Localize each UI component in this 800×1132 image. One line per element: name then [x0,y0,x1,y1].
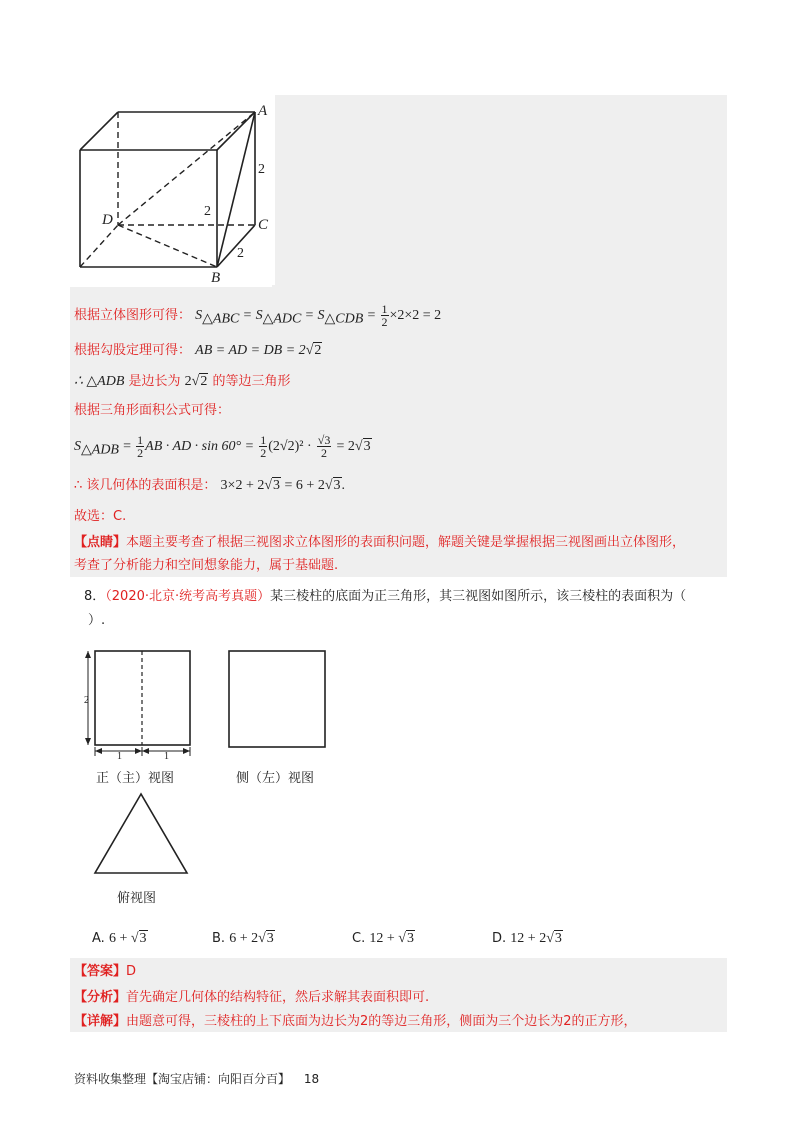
arrow-icon [142,748,149,754]
arrow-icon [183,748,190,754]
solution-line-6: ∴ 该几何体的表面积是： 3×2 + 2√3 = 6 + 2√3. [74,478,346,493]
choice-c[interactable]: C. 12 + √3 [352,931,414,946]
analysis-line: 【分析】首先确定几何体的结构特征，然后求解其表面积即可. [74,990,430,1005]
side-view-caption: 侧（左）视图 [236,771,315,786]
question-text-cont: ）. [88,613,106,628]
fraction: $\frac{1}{2}$ [137,433,144,460]
side-view [225,648,330,753]
comment-line-2: 考查了分析能力和空间想象能力，属于基础题. [74,558,339,573]
choice-a[interactable]: A. 6 + √3 [92,931,147,946]
arrow-icon [85,651,91,658]
dimension-label-width: 1 [117,751,122,760]
arrow-icon [85,738,91,745]
choice-d[interactable]: D. 12 + 2√3 [492,931,562,946]
solution-line-1: 根据立体图形可得： $S_{\triangle ABC} = S_{\triangle ADC} = S_{\triangle CDB}$ = $\frac{1}{2}$ ×2×2 = 2 [74,302,442,329]
cube-edge-length: 2 [204,204,211,219]
answer-line: 【答案】D [74,964,137,979]
cube-figure [70,95,275,285]
fraction: $\frac{1}{2}$ [260,433,267,460]
fraction: $\frac{√3}{2}$ [317,433,331,460]
footer-text: 资料收集整理【淘宝店铺：向阳百分百】 [74,1072,291,1086]
cube-label-a: A [258,103,268,119]
solution-line-2: 根据勾股定理可得： AB = AD = DB = 2√2 [74,343,322,358]
choice-b[interactable]: B. 6 + 2√3 [212,931,274,946]
top-view-caption: 俯视图 [117,891,157,906]
solution-line-7: 故选：C. [74,509,127,524]
page-number: 18 [303,1072,320,1086]
solution-line-4: 根据三角形面积公式可得： [74,403,231,418]
comment-line-1: 【点睛】本题主要考查了根据三视图求立体图形的表面积问题，解题关键是掌握根据三视图画出立体图形， [74,535,686,550]
cube-edge-length: 2 [258,162,265,177]
top-view [90,790,192,878]
detail-line: 【详解】由题意可得，三棱柱的上下底面为边长为2的等边三角形，侧面为三个边长为2的正方形， [74,1014,637,1029]
cube-label-d: D [102,212,113,228]
dimension-label-width: 1 [164,751,169,760]
front-view-caption: 正（主）视图 [96,771,175,786]
arrow-icon [135,748,142,754]
arrow-icon [95,748,102,754]
cube-label-c: C [258,217,269,233]
front-view [80,648,195,760]
solution-line-3: ∴ △ADB 是边长为 2√2 的等边三角形 [74,374,291,389]
dimension-label-height: 2 [84,695,89,706]
cube-edge-length: 2 [237,246,244,261]
footer [74,1070,319,1087]
side-view-rect [229,651,325,747]
question-text: 8．（2020·北京·统考高考真题）某三棱柱的底面为正三角形，其三视图如图所示，该三棱柱的表面积为（ [84,589,687,604]
solution-background-top-right [272,95,727,287]
top-view-triangle [95,794,187,873]
cube-label-b: B [211,270,221,285]
fraction: $\frac{1}{2}$ [381,302,388,329]
solution-line-5: $S_{\triangle ADB}$ = $\frac{1}{2}$ AB · AD · sin 60° = $\frac{1}{2}$ (2√2)² · $\frac{√3}{2}$ = 2√3 [74,433,371,460]
